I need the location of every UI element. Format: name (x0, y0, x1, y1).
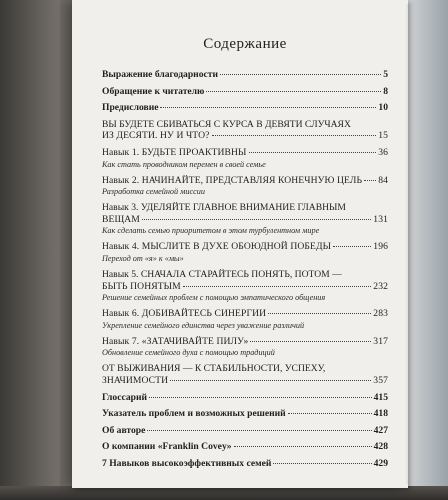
leader-dots (147, 430, 371, 431)
leader-dots (142, 219, 371, 220)
toc-entry-page: 429 (373, 457, 388, 469)
table-of-contents (102, 69, 388, 469)
leader-dots (288, 413, 372, 414)
page-edge (406, 4, 408, 484)
background-left (0, 0, 60, 500)
leader-dots (212, 135, 377, 136)
background-right (408, 0, 448, 500)
toc-entry-page: 15 (378, 130, 388, 142)
leader-dots (183, 286, 372, 287)
background-bottom (0, 486, 448, 500)
toc-entry-page: 357 (373, 374, 388, 386)
toc-entry-seven-habits (102, 458, 388, 470)
leader-dots (268, 313, 371, 314)
leader-dots (364, 180, 376, 181)
toc-entry-label: О компании «Franklin Covey» (102, 441, 232, 453)
toc-entry-intro-chapter (102, 119, 388, 142)
leader-dots (234, 446, 372, 447)
leader-dots (333, 246, 371, 247)
toc-entry-habit-4 (102, 241, 388, 264)
toc-entry-page: 36 (378, 146, 388, 158)
toc-entry-page: 84 (378, 174, 388, 186)
toc-entry-habit-2 (102, 175, 388, 198)
toc-entry-label: Навык 1. БУДЬТЕ ПРОАКТИВНЫ (102, 146, 247, 158)
toc-entry-page: 232 (373, 280, 388, 292)
page-title: Содержание (203, 36, 287, 52)
toc-entry-glossary (102, 392, 388, 404)
leader-dots (149, 397, 372, 398)
toc-entry-label: Выражение благодарности (102, 69, 219, 80)
toc-entry-about-company (102, 441, 388, 453)
toc-entry-label: Навык 6. ДОБИВАЙТЕСЬ СИНЕРГИИ (102, 308, 267, 320)
toc-entry-subtitle: Разработка семейной миссии (102, 187, 205, 197)
toc-entry-page: 418 (373, 408, 388, 420)
toc-entry-label: Глоссарий (102, 391, 148, 403)
toc-entry-page: 427 (373, 424, 388, 436)
toc-entry-label: Об авторе (102, 424, 146, 436)
toc-entry-habit-3 (102, 202, 388, 236)
toc-entry-label: Навык 7. «ЗАТАЧИВАЙТЕ ПИЛУ» (102, 335, 249, 347)
toc-entry-about-author (102, 425, 388, 437)
toc-entry-subtitle: Переход от «я» к «мы» (102, 253, 184, 263)
leader-dots (206, 91, 381, 92)
book-page (72, 0, 408, 488)
toc-entry-preface (102, 102, 388, 114)
leader-dots (170, 380, 371, 381)
toc-entry-label: ВЕЩАМ (102, 213, 140, 225)
leader-dots (249, 152, 377, 153)
toc-entry-page: 10 (378, 102, 388, 114)
leader-dots (220, 74, 381, 75)
toc-entry-habit-6 (102, 308, 388, 331)
toc-entry-label: Указатель проблем и возможных решений (102, 408, 286, 420)
toc-entry-acknowledgements (102, 69, 388, 81)
toc-entry-subtitle: Обновление семейного духа с помощью традиций (102, 348, 275, 358)
toc-entry-page: 317 (373, 335, 388, 347)
toc-entry-page: 415 (373, 391, 388, 403)
toc-entry-subtitle: Укрепление семейного единства через уважение различий (102, 320, 305, 330)
toc-entry-label-line1: ОТ ВЫЖИВАНИЯ — К СТАБИЛЬНОСТИ, УСПЕХУ, (102, 363, 326, 375)
toc-entry-habit-1 (102, 147, 388, 170)
toc-entry-problem-index (102, 408, 388, 420)
leader-dots (250, 341, 371, 342)
toc-entry-label-line1: Навык 3. УДЕЛЯЙТЕ ГЛАВНОЕ ВНИМАНИЕ ГЛАВНЫМ (102, 202, 346, 214)
toc-entry-subtitle: Как сделать семью приоритетом в этом турбулентном мире (102, 226, 320, 236)
toc-entry-subtitle: Решение семейных проблем с помощью эмпатического общения (102, 293, 326, 303)
toc-entry-label: ИЗ ДЕСЯТИ. НУ И ЧТО? (102, 130, 210, 142)
toc-entry-label: 7 Навыков высокоэффективных семей (102, 457, 272, 469)
toc-entry-label: БЫТЬ ПОНЯТЫМ (102, 280, 181, 292)
leader-dots (273, 463, 371, 464)
toc-entry-label: Навык 4. МЫСЛИТЕ В ДУХЕ ОБОЮДНОЙ ПОБЕДЫ (102, 241, 332, 253)
toc-entry-label-line1: Навык 5. СНАЧАЛА СТАРАЙТЕСЬ ПОНЯТЬ, ПОТОМ — (102, 268, 342, 280)
toc-entry-page: 196 (373, 241, 388, 253)
toc-entry-subtitle: Как стать проводником перемен в своей семье (102, 159, 266, 169)
toc-entry-page: 131 (373, 213, 388, 225)
toc-entry-habit-5 (102, 269, 388, 303)
toc-entry-label: Предисловие (102, 102, 159, 114)
toc-entry-reader-address (102, 86, 388, 98)
toc-entry-page: 8 (383, 85, 388, 97)
toc-entry-page: 428 (373, 441, 388, 453)
toc-entry-page: 5 (383, 69, 388, 80)
toc-entry-survival-chapter (102, 363, 388, 386)
toc-entry-label: Навык 2. НАЧИНАЙТЕ, ПРЕДСТАВЛЯЯ КОНЕЧНУЮ ЦЕЛЬ (102, 174, 363, 186)
toc-entry-label-line1: ВЫ БУДЕТЕ СБИВАТЬСЯ С КУРСА В ДЕВЯТИ СЛУЧАЯХ (102, 118, 351, 130)
leader-dots (160, 107, 376, 108)
toc-entry-page: 283 (373, 308, 388, 320)
toc-entry-habit-7 (102, 336, 388, 359)
toc-entry-label: Обращение к читателю (102, 85, 205, 97)
toc-entry-label: ЗНАЧИМОСТИ (102, 374, 169, 386)
